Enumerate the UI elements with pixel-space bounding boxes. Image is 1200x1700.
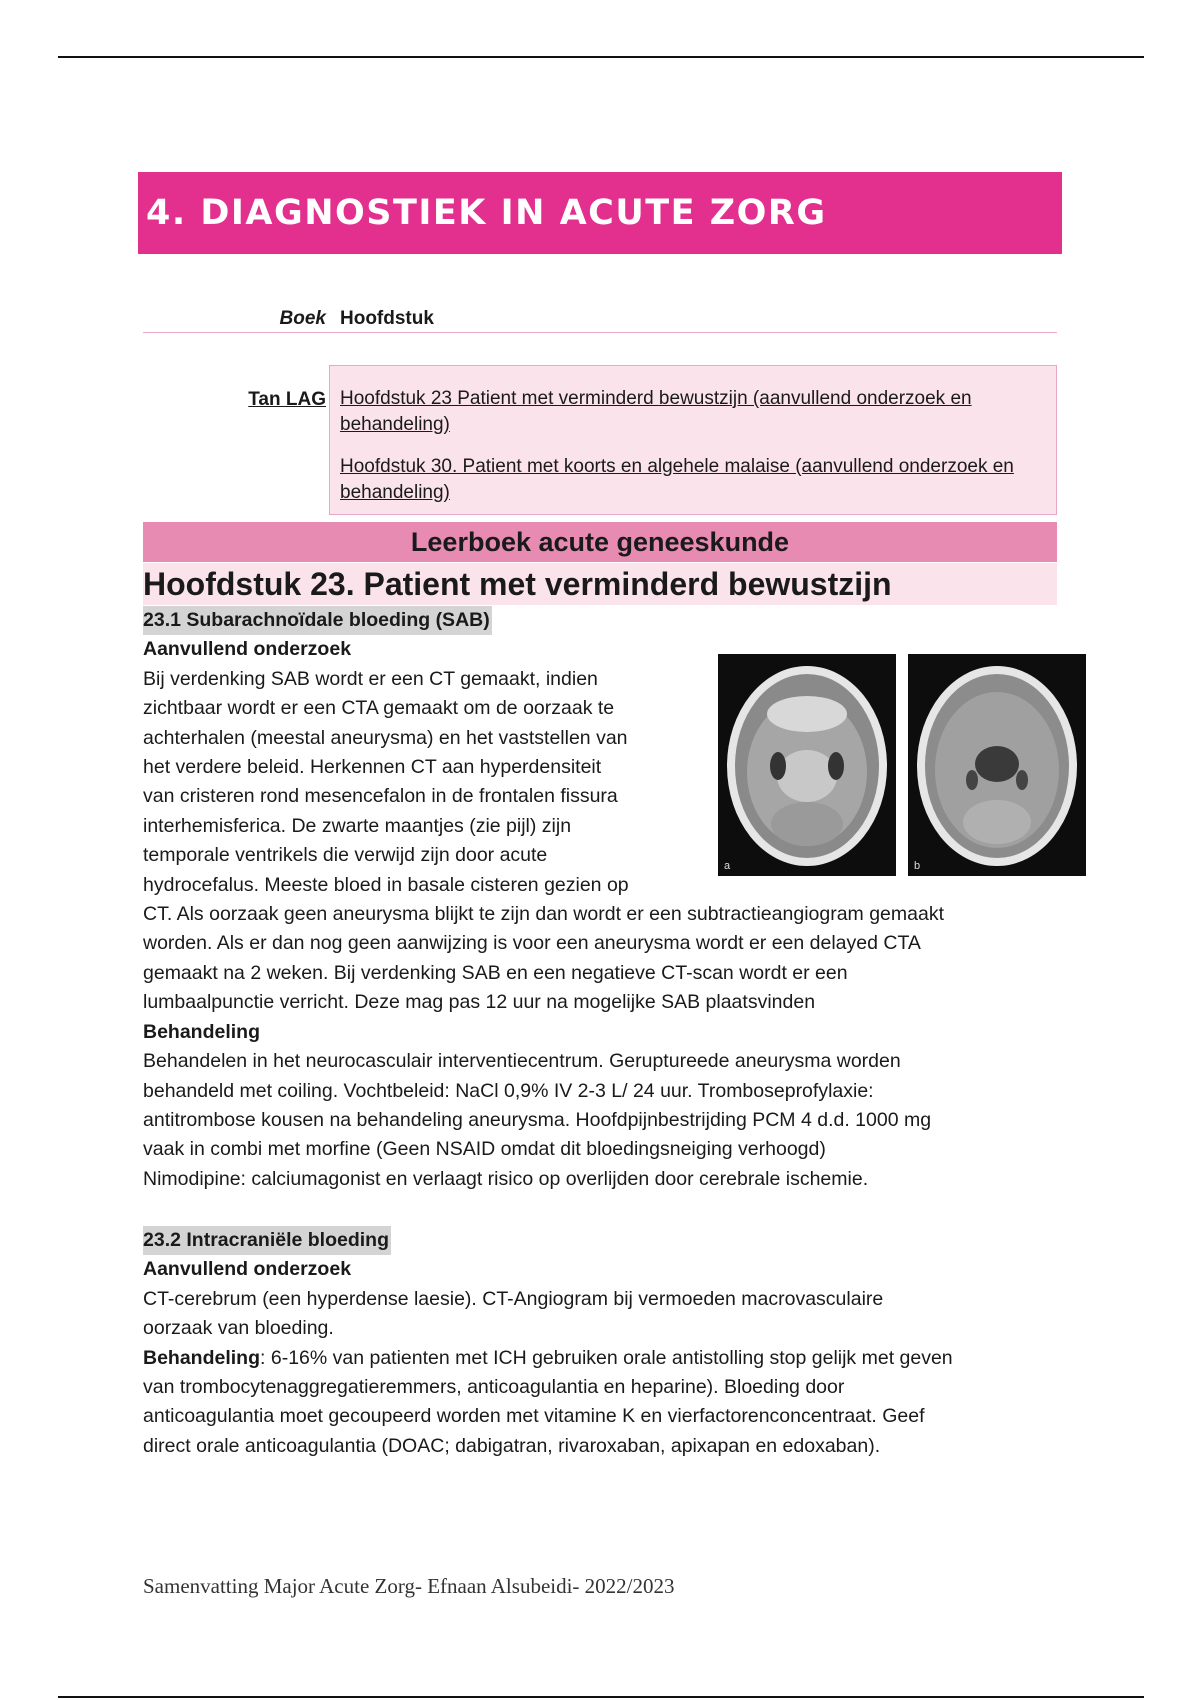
- chapter-cell: [329, 365, 1057, 515]
- ct-scan-b: [908, 654, 1086, 876]
- text-line: achterhalen (meestal aneurysma) en het vaststellen van: [143, 726, 628, 749]
- text-line: Nimodipine: calciumagonist en verlaagt risico op overlijden door cerebrale ischemie.: [143, 1167, 869, 1190]
- text-line: van trombocytenaggregatieremmers, anticoagulantia en heparine). Bloeding door: [143, 1376, 845, 1399]
- chapter-title: Hoofdstuk 23. Patient met verminderd bewustzijn: [143, 563, 1057, 605]
- text-line: oorzaak van bloeding.: [143, 1317, 334, 1340]
- text-line: Bij verdenking SAB wordt er een CT gemaakt, indien: [143, 667, 598, 690]
- chapter-link-23[interactable]: Hoofdstuk 23 Patient met verminderd bewustzijn (aanvullend onderzoek en behandeling): [340, 388, 972, 435]
- paragraph-sab-investigation: [143, 665, 698, 900]
- text-line: zichtbaar wordt er een CTA gemaakt om de oorzaak te: [143, 697, 615, 720]
- chapter-link-30[interactable]: Hoofdstuk 30. Patient met koorts en algehele malaise (aanvullend onderzoek en behandeling): [340, 456, 1014, 503]
- text-line: anticoagulantia moet gecoupeerd worden met vitamine K en vierfactorenconcentraat. Geef: [143, 1405, 925, 1428]
- text-line: direct orale anticoagulantia (DOAC; dabigatran, rivaroxaban, apixapan en edoxaban).: [143, 1434, 881, 1457]
- text-line: interhemisferica. De zwarte maantjes (zie pijl) zijn: [143, 814, 572, 837]
- reference-table-header: [143, 300, 1057, 333]
- book-banner: Leerboek acute geneeskunde: [143, 522, 1057, 562]
- bottom-rule: [58, 1696, 1144, 1698]
- chapter-banner: 4. DIAGNOSTIEK IN ACUTE ZORG: [138, 172, 1062, 254]
- scan-label: b: [914, 860, 921, 872]
- subheading-aanvullend-onderzoek: Aanvullend onderzoek: [143, 638, 352, 661]
- text-line: antitrombose kousen na behandeling aneurysma. Hoofdpijnbestrijding PCM 4 d.d. 1000 mg: [143, 1108, 932, 1131]
- text-line: CT. Als oorzaak geen aneurysma blijkt te zijn dan wordt er een subtractieangiogram gemaakt: [143, 903, 945, 926]
- footer: Samenvatting Major Acute Zorg- Efnaan Alsubeidi- 2022/2023: [143, 1574, 675, 1598]
- ct-scan-images: [718, 654, 1086, 876]
- subheading-aanvullend-onderzoek: Aanvullend onderzoek: [143, 1258, 352, 1281]
- text-line: vaak in combi met morfine (Geen NSAID omdat dit bloedingsneiging verhoogd): [143, 1138, 826, 1161]
- text-line: [143, 1344, 1057, 1373]
- text-line: CT-cerebrum (een hyperdense laesie). CT-Angiogram bij vermoeden macrovasculaire: [143, 1287, 884, 1310]
- text-line: gemaakt na 2 weken. Bij verdenking SAB en een negatieve CT-scan wordt er een: [143, 961, 848, 984]
- section-heading: 23.1 Subarachnoïdale bloeding (SAB): [143, 606, 492, 635]
- column-header-book: Boek: [279, 308, 326, 329]
- ct-scan-a: [718, 654, 896, 876]
- text-line: temporale ventrikels die verwijd zijn door acute: [143, 844, 548, 867]
- text-line: van cristeren rond mesencefalon in de frontalen fissura: [143, 785, 618, 808]
- column-header-chapter: Hoofdstuk: [340, 308, 434, 329]
- brain-ct-icon: [908, 654, 1086, 876]
- inline-heading-behandeling: Behandeling: [143, 1346, 261, 1369]
- reference-table: [143, 300, 1057, 503]
- brain-ct-icon: [718, 654, 896, 876]
- section-ich: [143, 1226, 1057, 1461]
- text-line: lumbaalpunctie verricht. Deze mag pas 12 uur na mogelijke SAB plaatsvinden: [143, 991, 816, 1014]
- inline-text: : 6-16% van patienten met ICH gebruiken orale antistolling stop gelijk met geven: [260, 1346, 953, 1369]
- reference-table-row: [143, 333, 1057, 503]
- text-line: het verdere beleid. Herkennen CT aan hyperdensiteit: [143, 756, 602, 779]
- scan-label: a: [724, 860, 731, 872]
- text-line: Behandelen in het neurocasculair interventiecentrum. Geruptureede aneurysma worden: [143, 1050, 901, 1073]
- text-line: hydrocefalus. Meeste bloed in basale cisteren gezien op: [143, 873, 629, 896]
- book-link[interactable]: Tan LAG: [248, 389, 326, 410]
- section-heading: 23.2 Intracraniële bloeding: [143, 1226, 391, 1255]
- top-rule: [58, 56, 1144, 58]
- subheading-behandeling: Behandeling: [143, 1020, 261, 1043]
- text-line: worden. Als er dan nog geen aanwijzing is voor een aneurysma wordt er een delayed CTA: [143, 932, 921, 955]
- text-line: behandeld met coiling. Vochtbeleid: NaCl 0,9% IV 2-3 L/ 24 uur. Tromboseprofylaxie:: [143, 1079, 874, 1102]
